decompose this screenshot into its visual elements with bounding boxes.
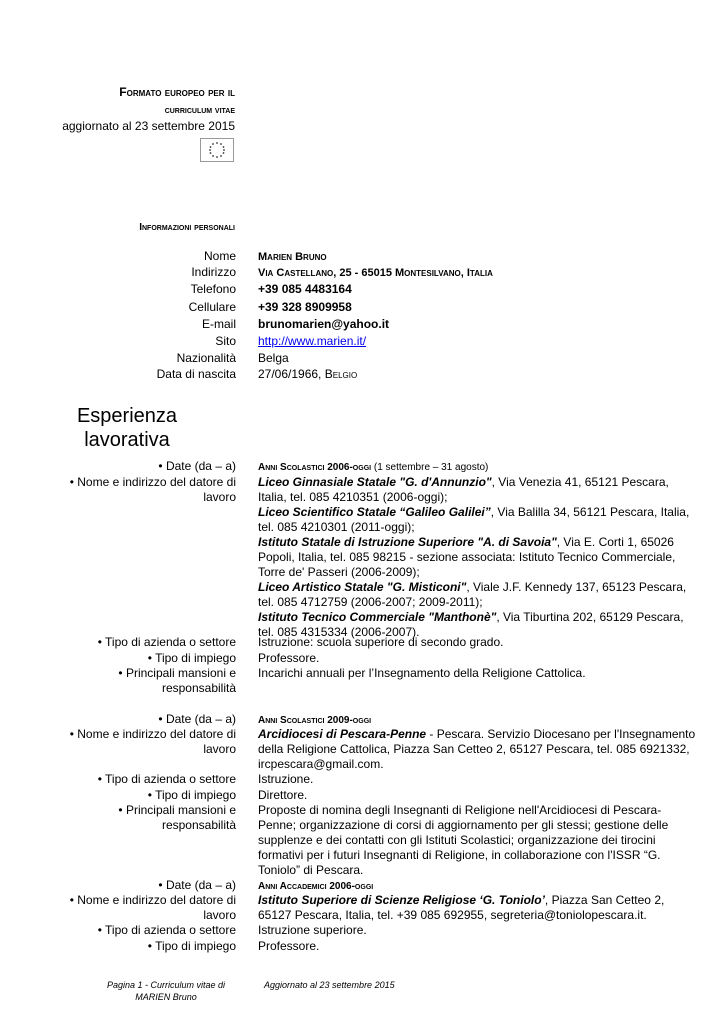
b3-employer-1-name: Istituto Superiore di Scienze Religiose ‘G. Toniolo’	[258, 893, 545, 907]
b3-jobtype-value: Professore.	[258, 939, 320, 953]
footer-page-info: Pagina 1 - Curriculum vitae di MARIEN Bruno	[106, 980, 226, 1002]
eu-flag-icon	[200, 138, 234, 162]
b1-dates-label: • Date (da – a)	[158, 459, 236, 473]
cv-title-line2: curriculum vitae	[164, 105, 235, 116]
b2-employer-value	[258, 727, 698, 772]
b1-dates-sc: Anni Scolastici 2006-oggi	[258, 462, 372, 473]
b1-employer-3-name: Istituto Statale di Istruzione Superiore "A. di Savoia"	[258, 535, 557, 549]
b2-dates-label: • Date (da – a)	[158, 712, 236, 726]
b1-jobtype-value: Professore.	[258, 651, 320, 665]
b1-duties-label: • Principali mansioni e responsabilità	[118, 666, 236, 695]
b1-dates-value	[258, 460, 698, 475]
b2-employer-1-rest: - Pescara. Servizio Diocesano per l'Insegnamento della Religione Cattolica, Piazza San Cetteo 2, 65127 Pescara, tel. 085 6921332, ircpescara@gmail.com.	[258, 727, 696, 771]
experience-title-line1: Esperienza	[76, 405, 178, 427]
phone-value: +39 085 4483164	[258, 282, 352, 296]
cv-title	[60, 86, 235, 133]
experience-title	[60, 404, 194, 452]
email-value: brunomarien@yahoo.it	[258, 317, 390, 331]
nationality-label: Nazionalità	[176, 351, 236, 365]
b3-dates-label: • Date (da – a)	[158, 878, 236, 892]
mobile-label: Cellulare	[188, 300, 236, 314]
mobile-value: +39 328 8909958	[258, 300, 352, 314]
b1-dates-rest: (1 settembre – 31 agosto)	[371, 462, 489, 473]
name-value: Marien Bruno	[258, 251, 327, 263]
b1-employer-2-name: Liceo Scientifico Statale “Galileo Galilei”	[258, 505, 491, 519]
b2-duties-value: Proposte di nomina degli Insegnanti di Religione nell'Arcidiocesi di Pescara-Penne; organizzazione di corsi di aggiornamento per gli stessi; gestione delle supplenze e dei contatti con gli Istituti Scolastici; organizzazione dei tirocini formativi per i futuri Insegnanti di Religione, in collaborazione con l'ISSR “G. Toniolo” di Pescara.	[258, 803, 669, 877]
b2-sector-value: Istruzione.	[258, 772, 314, 786]
footer-updated: Aggiornato al 23 settembre 2015	[264, 980, 395, 990]
b1-employer-5-rest: , Via Tiburtina 202, 65129 Pescara, tel. 085 4315334 (2006-2007).	[258, 610, 684, 639]
b2-jobtype-label: • Tipo di impiego	[147, 788, 236, 802]
email-label: E-mail	[201, 317, 236, 331]
b3-employer-1-rest: , Piazza San Cetteo 2, 65127 Pescara, Italia, tel. +39 085 692955, segreteria@toniolopescara.it.	[258, 893, 665, 922]
b3-jobtype-label: • Tipo di impiego	[147, 939, 236, 953]
b2-sector-label: • Tipo di azienda o settore	[97, 772, 236, 786]
b1-employer-5-name: Istituto Tecnico Commerciale "Manthonè"	[258, 610, 497, 624]
b1-employer-4-rest: , Viale J.F. Kennedy 137, 65123 Pescara, tel. 085 4712759 (2006-2007; 2009-2011);	[258, 580, 687, 609]
b1-employer-label: • Nome e indirizzo del datore di lavoro	[69, 475, 236, 504]
nationality-value: Belga	[258, 351, 289, 365]
b3-sector-value: Istruzione superiore.	[258, 923, 367, 937]
b1-employer-3-rest: , Via E. Corti 1, 65026 Popoli, Italia, tel. 085 98215 - sezione associata: Istituto Tecnico Commerciale, Torre de' Passeri (2006-2009);	[258, 535, 676, 579]
b2-jobtype-value: Direttore.	[258, 788, 308, 802]
b2-duties-label: • Principali mansioni e responsabilità	[118, 803, 236, 832]
website-label: Sito	[215, 334, 236, 348]
b3-dates-value: Anni Accademici 2006-oggi	[258, 881, 374, 892]
b2-employer-label: • Nome e indirizzo del datore di lavoro	[69, 727, 236, 756]
birthdate-value	[258, 367, 698, 382]
b3-employer-label: • Nome e indirizzo del datore di lavoro	[69, 893, 236, 922]
b1-employer-4-name: Liceo Artistico Statale "G. Misticoni"	[258, 580, 467, 594]
b1-sector-label: • Tipo di azienda o settore	[97, 635, 236, 649]
b3-employer-value	[258, 893, 698, 923]
b2-employer-1-name: Arcidiocesi di Pescara-Penne	[258, 727, 427, 741]
b1-duties-value: Incarichi annuali per l’Insegnamento della Religione Cattolica.	[258, 666, 586, 680]
address-value: Via Castellano, 25 - 65015 Montesilvano, Italia	[258, 267, 493, 279]
birthplace-text: Belgio	[324, 367, 358, 381]
b1-employer-1-rest: , Via Venezia 41, 65121 Pescara, Italia, tel. 085 4210351 (2006-oggi);	[258, 475, 669, 504]
b1-employer-value	[258, 475, 698, 640]
website-link[interactable]: http://www.marien.it/	[258, 334, 367, 348]
cv-title-line1: Formato europeo per il	[119, 85, 235, 99]
b2-dates-value: Anni Scolastici 2009-oggi	[258, 715, 372, 726]
b1-jobtype-label: • Tipo di impiego	[147, 651, 236, 665]
birthdate-label: Data di nascita	[156, 367, 236, 381]
b1-employer-2-rest: , Via Balilla 34, 56121 Pescara, Italia, tel. 085 4210301 (2011-oggi);	[258, 505, 690, 534]
phone-label: Telefono	[190, 282, 236, 296]
personal-section-title: Informazioni personali	[139, 222, 235, 233]
birthdate-text: 27/06/1966,	[258, 367, 325, 381]
experience-title-line2: lavorativa	[84, 429, 170, 451]
b1-employer-1-name: Liceo Ginnasiale Statale "G. d'Annunzio"	[258, 475, 492, 489]
address-label: Indirizzo	[191, 265, 236, 279]
b3-sector-label: • Tipo di azienda o settore	[97, 923, 236, 937]
b1-sector-value: Istruzione: scuola superiore di secondo grado.	[258, 635, 504, 649]
name-label: Nome	[203, 249, 236, 263]
cv-updated: aggiornato al 23 settembre 2015	[62, 119, 235, 133]
